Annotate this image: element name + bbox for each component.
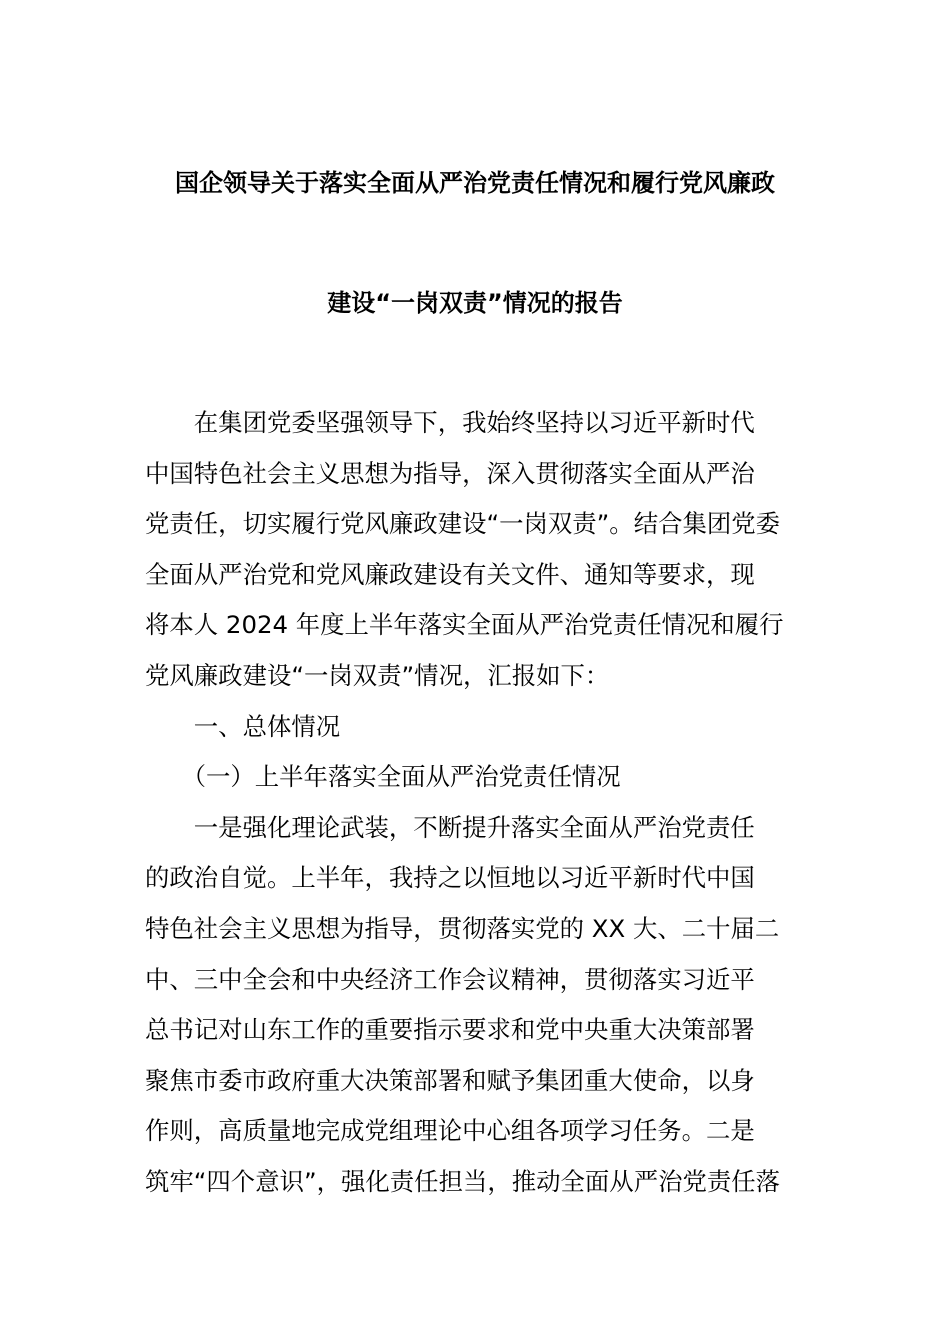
body-text [145,398,810,1208]
text-line: 筑牢“四个意识”，强化责任担当，推动全面从严治党责任落 [145,1166,781,1196]
text-line: 的政治自觉。上半年，我持之以恒地以习近平新时代中国 [145,863,755,893]
text-line: 总书记对山东工作的重要指示要求和党中央重大决策部署 [145,1015,755,1045]
text-line: 中国特色社会主义思想为指导，深入贯彻落实全面从严治 [145,458,755,488]
text-line: 将本人 2024 年度上半年落实全面从严治党责任情况和履行 [145,610,784,640]
text-line: 聚焦市委市政府重大决策部署和赋予集团重大使命，以身 [145,1065,755,1095]
text-line: 党责任，切实履行党风廉政建设“一岗双责”。结合集团党委 [145,509,781,539]
text-line: 在集团党委坚强领导下，我始终坚持以习近平新时代 [145,408,755,437]
title-line-1: 国企领导关于落实全面从严治党责任情况和履行党风廉政 [175,169,775,197]
text-line: 特色社会主义思想为指导，贯彻落实党的 XX 大、二十届二 [145,913,780,943]
title-line-2: 建设“一岗双责”情况的报告 [327,289,623,317]
text-line: 中、三中全会和中央经济工作会议精神，贯彻落实习近平 [145,964,755,994]
text-line: 一是强化理论武装，不断提升落实全面从严治党责任 [145,812,755,842]
subsection-heading: （一）上半年落实全面从严治党责任情况 [145,762,621,792]
text-line: 作则，高质量地完成党组理论中心组各项学习任务。二是 [145,1116,755,1146]
text-line: 党风廉政建设“一岗双责”情况，汇报如下： [145,660,610,690]
section-heading: 一、总体情况 [145,711,341,741]
text-line: 全面从严治党和党风廉政建设有关文件、通知等要求，现 [145,559,755,589]
